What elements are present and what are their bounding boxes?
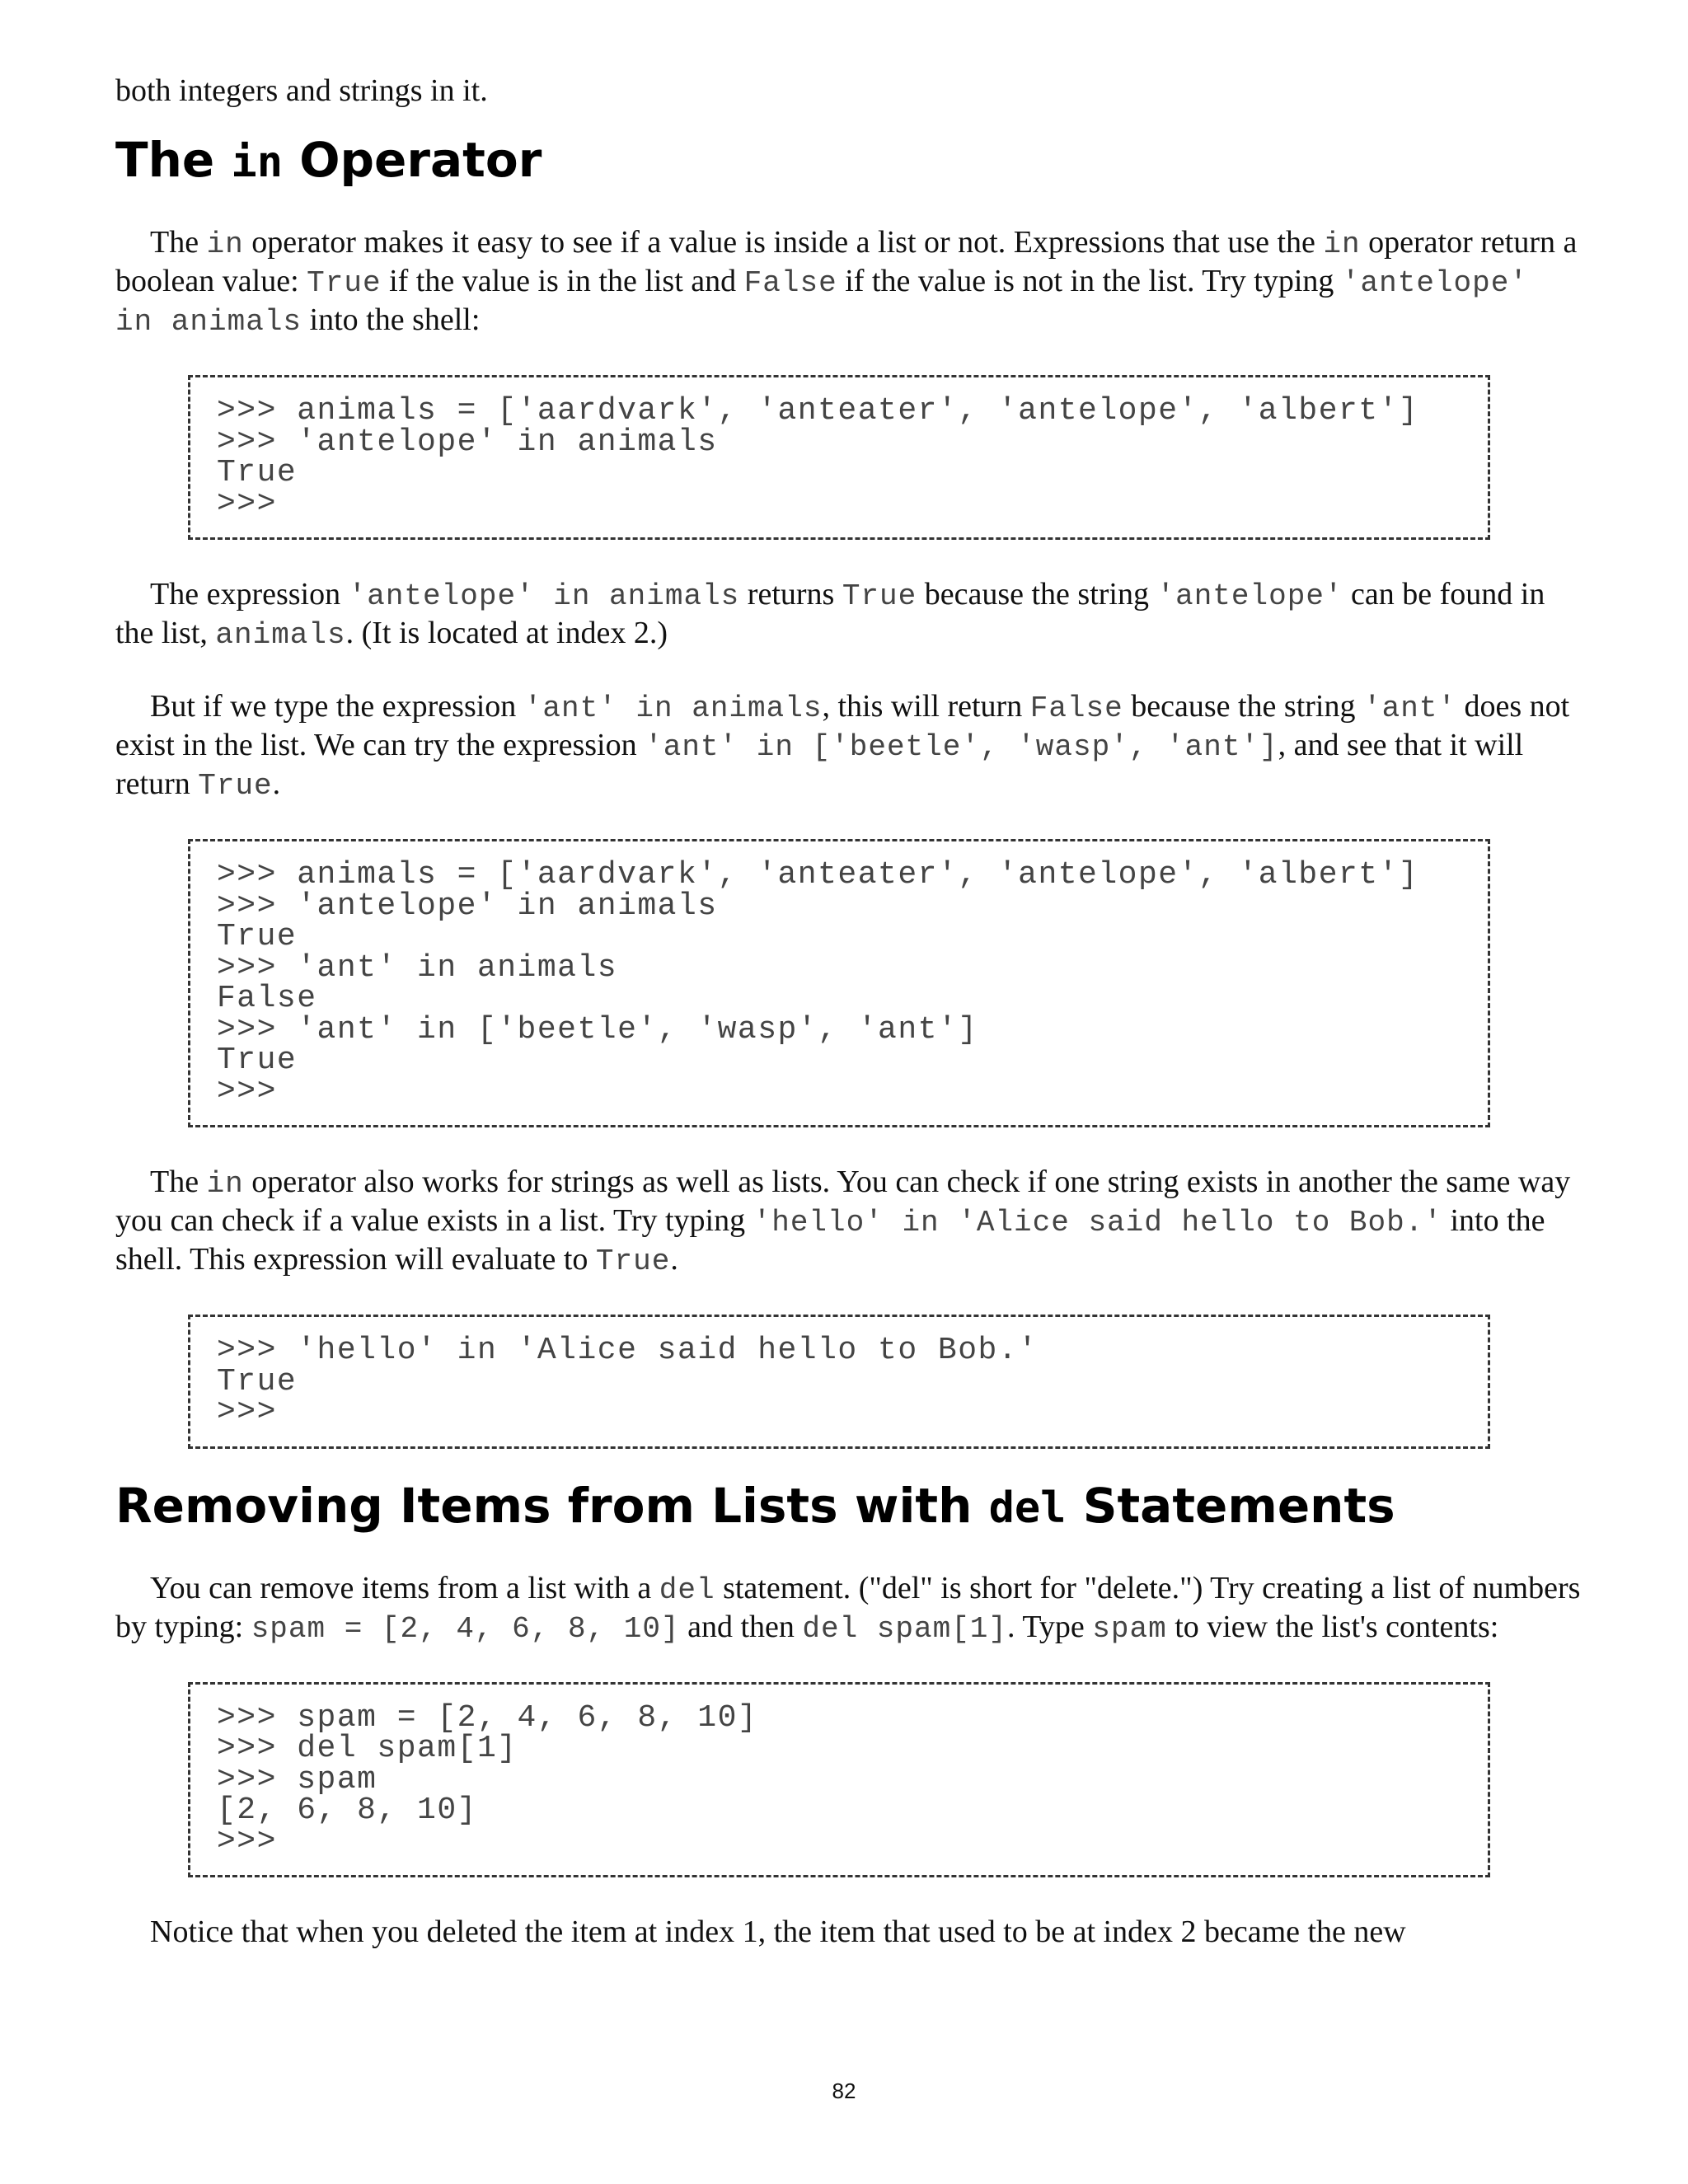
code-line: >>> 'ant' in animals [217, 949, 618, 986]
inline-code: True [198, 769, 273, 803]
section-heading-in-operator [115, 131, 1582, 191]
code-line: >>> animals = ['aardvark', 'anteater', 'antelope', 'albert'] [217, 857, 1419, 893]
paragraph [115, 224, 1582, 340]
inline-code: spam [1092, 1611, 1167, 1646]
text: The [150, 225, 207, 260]
text: The expression [150, 577, 349, 612]
section-heading-del-statements [115, 1477, 1582, 1537]
inline-code: in [206, 227, 244, 261]
heading-text: Statements [1082, 1477, 1395, 1534]
inline-code: 'ant' in animals [523, 691, 823, 725]
text: . [670, 1242, 678, 1277]
code-line: >>> del spam[1] [217, 1731, 518, 1766]
code-line: True [217, 1043, 298, 1078]
text: operator also works for strings as well as lists. You can check if one string exists in another the same way you can check if a value exists in a list. Try typing [115, 1165, 1571, 1238]
paragraph: Notice that when you deleted the item at index 1, the item that used to be at index 2 became the new [150, 1915, 1406, 1949]
code-line: >>> 'antelope' in animals [217, 888, 718, 924]
intro-line: both integers and strings in it. [115, 73, 488, 108]
code-line: >>> [217, 1823, 277, 1859]
paragraph [115, 1570, 1582, 1647]
code-line: True [217, 455, 298, 490]
code-line: >>> 'antelope' in animals [217, 424, 718, 460]
code-block [188, 375, 1490, 540]
inline-code: in [206, 1167, 244, 1201]
code-line: >>> [217, 485, 277, 522]
inline-code: True [842, 579, 917, 613]
heading-text: The [115, 132, 215, 188]
book-page [115, 73, 1582, 1951]
code-line: >>> animals = ['aardvark', 'anteater', 'antelope', 'albert'] [217, 393, 1419, 429]
heading-text: Removing Items from Lists with [115, 1477, 973, 1534]
paragraph [115, 688, 1582, 804]
code-line: [2, 6, 8, 10] [217, 1793, 477, 1828]
text: returns [739, 577, 842, 612]
inline-code: animals [215, 618, 346, 652]
page-number: 82 [832, 2079, 856, 2103]
inline-code: 'antelope' [1156, 579, 1343, 613]
text: to view the list's contents: [1166, 1609, 1499, 1644]
heading-text: Operator [299, 132, 542, 188]
paragraph [115, 576, 1582, 654]
text: statement. ("del" is short for "delete.") Try creating a list of numbers by typing: [115, 1570, 1581, 1644]
paragraph [115, 1164, 1582, 1280]
inline-code: del [659, 1572, 715, 1607]
text: But if we type the expression [150, 689, 524, 724]
code-line: >>> spam [217, 1761, 377, 1797]
code-block [188, 839, 1490, 1127]
code-line: False [217, 981, 317, 1016]
inline-code: True [307, 266, 382, 300]
text: The [150, 1165, 207, 1199]
inline-code: del spam[1] [802, 1611, 1008, 1646]
text: operator return a boolean value: [115, 225, 1578, 298]
text: can be found in the list, [115, 577, 1545, 650]
heading-keyword: in [231, 138, 284, 187]
text: does not exist in the list. We can try the expression [115, 689, 1570, 762]
inline-code: 'antelope' in animals [115, 266, 1528, 339]
text: . Type [1007, 1609, 1093, 1644]
text: and then [679, 1609, 803, 1644]
code-block [188, 1315, 1490, 1449]
text: into the shell: [302, 302, 481, 337]
inline-code: in [1323, 227, 1361, 261]
code-line: >>> [217, 1394, 277, 1430]
text: into the shell. This expression will evaluate to [115, 1203, 1545, 1277]
code-line: True [217, 919, 298, 954]
inline-code: 'ant' [1362, 691, 1457, 725]
code-line: True [217, 1363, 298, 1399]
code-line: >>> 'ant' in ['beetle', 'wasp', 'ant'] [217, 1011, 978, 1047]
inline-code: spam = [2, 4, 6, 8, 10] [251, 1611, 680, 1646]
text: . [272, 766, 281, 801]
inline-code: 'ant' in ['beetle', 'wasp', 'ant'] [645, 730, 1278, 764]
code-line: >>> 'hello' in 'Alice said hello to Bob.' [217, 1333, 1039, 1368]
code-line: >>> spam = [2, 4, 6, 8, 10] [217, 1699, 758, 1736]
text: if the value is in the list and [381, 264, 744, 298]
text: because the string [1123, 689, 1363, 724]
heading-keyword: del [988, 1483, 1067, 1533]
text: You can remove items from a list with a [150, 1570, 659, 1605]
text: if the value is not in the list. Try typing [837, 264, 1342, 298]
inline-code: False [743, 266, 837, 300]
text: because the string [917, 577, 1157, 612]
inline-code: False [1029, 691, 1123, 725]
code-line: >>> [217, 1073, 277, 1109]
inline-code: 'hello' in 'Alice said hello to Bob.' [753, 1206, 1442, 1240]
text: . (It is located at index 2.) [345, 616, 668, 650]
text: , this will return [822, 689, 1030, 724]
inline-code: 'antelope' in animals [348, 579, 740, 613]
text: operator makes it easy to see if a value is inside a list or not. Expressions that use the [243, 225, 1324, 260]
inline-code: True [595, 1244, 671, 1278]
text: , and see that it will return [115, 728, 1524, 801]
code-block [188, 1682, 1490, 1878]
